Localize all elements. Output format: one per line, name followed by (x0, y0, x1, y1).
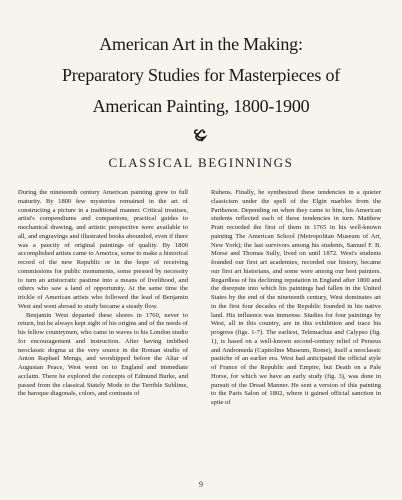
paragraph: During the nineteenth century American painting grew to full maturity. By 1800 few mysteries remained in the art of constructing a picture in a traditional manner. Critical treatises, artist's compendiums and companions, practical guides to mechanical drawing, and artistic perspective were available to all, and engravings and illustrated books abounded, even if there was a paucity of original paintings of quality. By 1800 accomplished artists came to America, some to make a historical record of the new Republic or in the hope of receiving commissions for public monuments, some pressed by necessity to turn an aristocratic pastime into a means of livelihood, and others who saw a land of opportunity. At the same time the trickle of American artists who followed the lead of Benjamin West and went abroad to study became a steady flow. (18, 189, 188, 310)
section-heading: CLASSICAL BEGINNINGS (108, 155, 294, 170)
right-column (211, 189, 381, 408)
left-column (18, 189, 188, 399)
title-line-1: American Art in the Making: (99, 34, 303, 54)
paragraph: Rubens. Finally, he synthesized these tendencies in a quieter classicism under the spell of the Elgin marbles from the Parthenon. Depending on when they came to him, his American students reflected each of these tendencies in turn. Matthew Pratt recorded the first of them in 1765 in his well-known painting The American School (Metropolitan Museum of Art, New York); the last survivors among his students, Samuel F. B. Morse and Thomas Sully, lived on until 1872. West's students founded our first art academies, recorded our history, became our first art historians, and some were among our best painters. Regardless of his declining reputation in England after 1800 and the disrepute into which his paintings had fallen in the United States by the end of the nineteenth century, West dominates art in the first four decades of the Republic founded in his native land. His influence was immense. Studies for four paintings by West, all in this country, are in this exhibition and trace his progress (figs. 1-7). The earliest, Telemachus and Calypso (fig. 1), is based on a well-known second-century relief of Perseus and Andromeda (Capitoline Museum, Rome), itself a neoclassic pastiche of an earlier era. West had anticipated the official style of France of the Republic and Empire, but Death on a Pale Horse, for which we have an early study (fig. 3), was done in pursuit of the Dread Manner. He sent a version of this painting to the Paris Salon of 1802, where it gained official sanction in spite of (211, 189, 381, 406)
title-line-2: Preparatory Studies for Masterpieces of (61, 65, 341, 85)
fleuron-icon (191, 127, 211, 143)
page-number: 9 (199, 480, 203, 489)
paragraph: Benjamin West departed these shores in 1760, never to return, but he always kept sight of his origins and of the needs of his fellow countrymen, who came in waves to his London studio for encouragement and instruction. After having imbibed neoclassic dogma at the very source in the Roman studio of Anton Raphael Mengs, and worshipped before the Altar of Augustan Peace, West went on to England and immediate acclaim. There he explored the concepts of Edmund Burke, and passed from the classical Stately Mode to the Terrible Sublime, the baroque diagonals, colors, and contrasts of (18, 311, 188, 398)
title-line-3: American Painting, 1800-1900 (92, 96, 310, 116)
